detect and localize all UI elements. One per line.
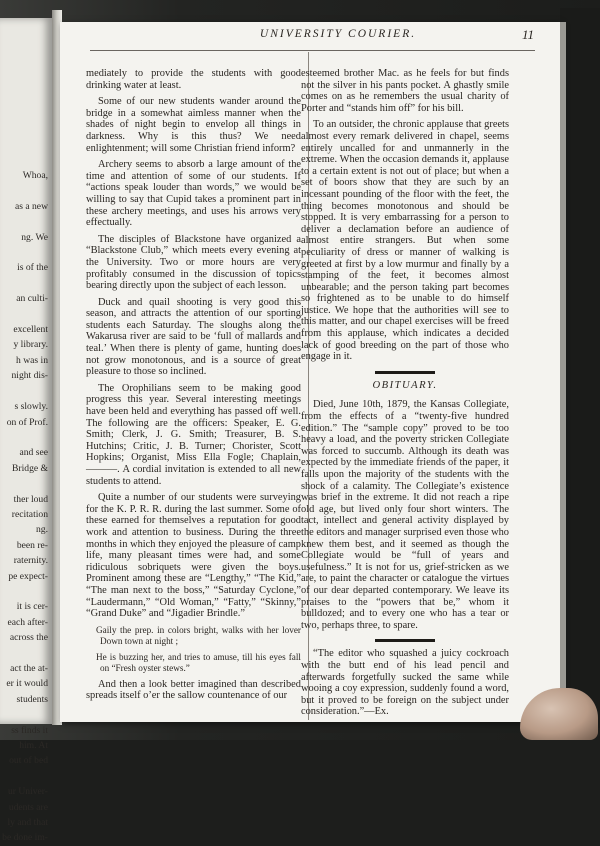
facing-page-line [0, 183, 48, 198]
paragraph: mediately to provide the students with good drinking water at least. [86, 68, 301, 91]
facing-page-line: it is cer- [16, 601, 48, 613]
facing-page-line: act the at- [10, 663, 48, 674]
paragraph: Duck and quail shooting is very good this season, and attracts the attention of our sporting students each Saturday. The sloughs along the Wakarusa river are said to be ‘full of mallards and teal.’ When there is plenty of game, hunting does not grow monotonous, and is a source of great pleasure to those so inclined. [86, 296, 301, 378]
verse-line: Gaily the prep. in colors bright, walks with her lover Down town at night ; [96, 624, 301, 646]
facing-page-line: recitation [11, 508, 48, 520]
facing-page-line: h was in [16, 354, 48, 366]
section-rule [375, 639, 435, 642]
facing-page-line: students [16, 693, 48, 705]
verse-line: He is buzzing her, and tries to amuse, till his eyes fall on “Fresh oyster stews.” [96, 651, 301, 673]
facing-page-line [0, 646, 48, 661]
facing-page-line: udents are [8, 801, 48, 813]
facing-page-line: excellent [13, 324, 48, 336]
facing-page-text [0, 168, 60, 846]
paragraph: “The editor who squashed a juicy cockroach with the butt end of his lead pencil and afterwards forgetfully sucked the same while wooing a coy expression, suddenly found a word, but it proved to be foreign on the subject under consideration.”—Ex. [301, 648, 509, 718]
facing-page-line [0, 430, 48, 445]
paragraph: The Orophilians seem to be making good progress this year. Several interesting meetings have been held and everything has passed off well. The following are the officers: Speaker, E. G. Smith; Clerk, J. G. Smith; Treasurer, B. S. Hutchins; Critic, J. B. Turner; Chorister, Scott Hopkins; Organist, Miss Ella Fogle; Chaplain, ———. A cordial invitation is extended to all new students to attend. [86, 382, 301, 487]
facing-page-line: each after- [7, 616, 48, 628]
facing-page-line: ng. [36, 524, 48, 536]
paragraph: Archery seems to absorb a large amount of the time and attention of some of our students. If “actions speak louder than words,” we would be willing to say that Cupid takes a prominent part in these archery meetings, and uses his arrows very effectually. [86, 159, 301, 229]
paragraph: esteemed brother Mac. as he feels for but finds not the silver in his pants pocket. A ghastly smile comes on as he remembers the usual charity of Porter and “stands him off” for his bill. [301, 68, 509, 114]
facing-page-line: an culti- [16, 293, 48, 305]
page-edge [560, 22, 566, 722]
facing-page-line: pe expect- [8, 570, 48, 582]
facing-page-line: raternity. [13, 555, 48, 567]
facing-page-line: and see [19, 447, 48, 459]
facing-page-line: on of Prof. [6, 416, 48, 428]
facing-page-line: Whoa, [22, 170, 48, 181]
page-number: 11 [521, 27, 534, 42]
facing-page-line: out of bed [9, 755, 48, 767]
facing-page-line: is of the [17, 262, 48, 274]
facing-page-line [0, 584, 48, 599]
facing-page-line: ur Univer- [7, 786, 48, 798]
facing-page-line [0, 707, 48, 722]
header-rule [90, 50, 535, 51]
paragraph: Some of our new students wander around the bridge in a somewhat aimless manner when the shades of night begin to envelop all things in darkness. Why is this thus? We need enlightenment; will some Christian friend inform? [86, 96, 301, 154]
facing-page-line: been re- [16, 539, 48, 551]
paragraph: And then a look better imagined than described spreads itself o’er the sallow countenance of our [86, 678, 301, 702]
facing-page-line: night dis- [11, 370, 48, 382]
paragraph: Died, June 10th, 1879, the Kansas Collegiate, from the effects of a “twenty-five hundred edition.” The “sample copy” proved to be too heavy a load, and the poverty stricken Collegiate was forced to succumb. Although its death was expected by the immediate friends of the paper, it falls upon the majority of the students with the shock of a calamity. The Collegiate’s existence was brief in the extreme. It did not reach a ripe old age, but lived only four short winters. The tact, intellect and general activity displayed by the editors and manager surprised even those who knew them best, and it seemed as though the Collegiate would be “full of years and usefulness.” It is not for us, grief-stricken as we are, to paint the character or catalogue the virtues of our dear departed contemporary. We leave its praises to the “powers that be,” whom it bulldozed; and to every one who has a tear or two, perhaps three, to spare. [301, 399, 509, 631]
facing-page-line [0, 307, 48, 322]
facing-page-line: across the [9, 632, 48, 644]
facing-page-line [0, 769, 48, 784]
section-rule [375, 371, 435, 374]
facing-page-line: him. At [19, 740, 48, 752]
facing-page-line: ss finds it [11, 724, 48, 736]
facing-page-line [0, 276, 48, 291]
facing-page-line [0, 214, 48, 229]
paragraph: The disciples of Blackstone have organized a “Blackstone Club,” which meets every evening at the University. Two or more hours are very profitably consumed in the discussion of topics bearing directly upon the subject of each lesson. [86, 233, 301, 292]
running-head [60, 28, 560, 48]
section-heading: OBITUARY. [372, 379, 438, 391]
right-column [301, 68, 509, 723]
facing-page-line: y library. [13, 339, 48, 351]
scan-edge [560, 8, 600, 728]
paragraph: Quite a number of our students were surveying for the K. P. R. R. during the last summer. Some of these earned for themselves a reputation for good work and attention to business. During the three months in which they enjoyed the pleasure of camp life, many pleasant times were had, and some ridiculous sobriquets were given the boys. Prominent among these are “Lengthy,” “The Kid,” “The man next to the boss,” “Saturday Cyclone,” “Laudermann,” “Old Woman,” “Fatty,” “Skinny,” “Grand Duke” and “Jigadier Brindle.” [86, 492, 301, 620]
facing-page-line: s slowly. [14, 401, 48, 413]
facing-page-line: as a new [14, 200, 48, 212]
facing-page-line [0, 476, 48, 491]
facing-page-line [0, 384, 48, 399]
facing-page-line [0, 245, 48, 260]
left-column [86, 68, 301, 707]
facing-page-line: ng. We [21, 231, 48, 243]
journal-title: UNIVERSITY COURIER. [259, 28, 417, 40]
facing-page-line: ly and that [7, 817, 48, 829]
paragraph: To an outsider, the chronic applause that greets almost every remark delivered in chapel, seems entirely uncalled for and unmannerly in the extreme. When the occasion demands it, applause to a certain extent is not out of place; but when a set of boors show that they are such by an incessant pounding of the floor with the feet, the thing becomes monotonous and should be stopped. It is very embarrassing for a person to deliver a declamation before an audience of almost entire strangers. But when some peculiarity of dress or manner of walking is greeted at first by a low murmur and finally by a stamping of the feet, it becomes almost unbearable; and the person taking part becomes so frightened as to be unable to do himself justice. We hope that the authorities will see to this matter, and our chapel exercises will be freed from this applause, which indicates a decided lack of good breeding on the part of those who engage in it. [301, 119, 509, 363]
facing-page [0, 18, 52, 844]
facing-page-line: be done im- [2, 832, 48, 844]
facing-page-line: Bridge & [12, 462, 48, 474]
facing-page-line: ther loud [13, 493, 48, 505]
facing-page-line: er it would [6, 678, 48, 690]
